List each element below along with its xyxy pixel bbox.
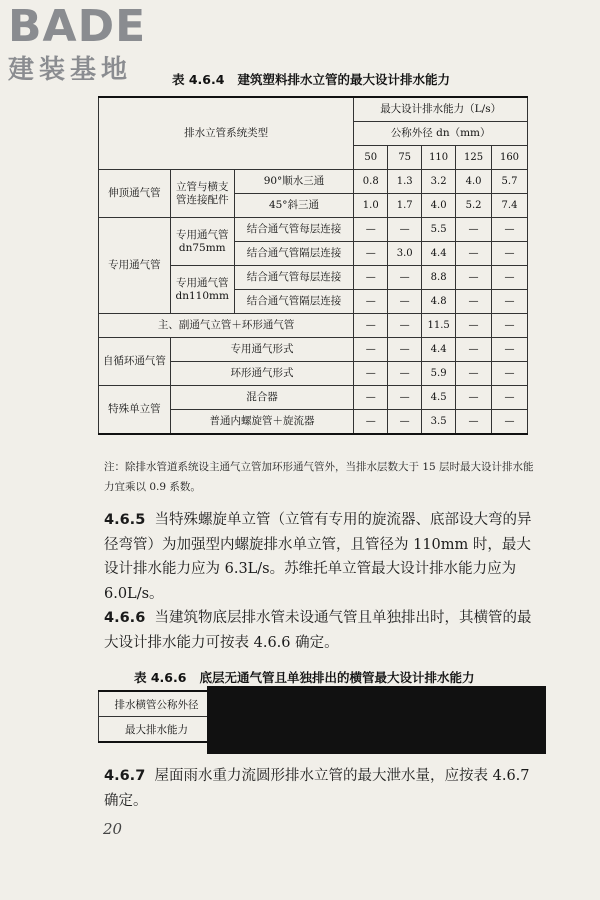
table1-caption xyxy=(172,70,450,88)
cell-value: — xyxy=(492,218,528,242)
clause-4-6-7 xyxy=(104,764,544,813)
row-label: 结合通气管每层连接 xyxy=(234,218,354,242)
cell-value: 4.4 xyxy=(422,242,456,266)
group-stack-vent: 伸顶通气管 xyxy=(99,170,171,218)
page-number: 20 xyxy=(103,820,123,838)
cell-value: — xyxy=(388,338,422,362)
cell-value: 4.5 xyxy=(422,386,456,410)
cell-value: — xyxy=(354,218,388,242)
row-label: 普通内螺旋管＋旋流器 xyxy=(170,410,354,435)
cell-value: 1.0 xyxy=(354,194,388,218)
cell-value: — xyxy=(456,218,492,242)
cell-value: — xyxy=(492,266,528,290)
cell-value: 3.0 xyxy=(388,242,422,266)
cell-value: 3.2 xyxy=(422,170,456,194)
row-label: 环形通气形式 xyxy=(170,362,354,386)
cell-value: 8.8 xyxy=(422,266,456,290)
clause-number: 4.6.6 xyxy=(104,610,146,626)
group-dedicated-vent-dn110: 专用通气管 dn110mm xyxy=(170,266,234,314)
diameter-110: 110 xyxy=(422,146,456,170)
cell-value: — xyxy=(354,242,388,266)
group-main-secondary-vent: 主、副通气立管＋环形通气管 xyxy=(99,314,354,338)
cell-value: 3.5 xyxy=(422,410,456,435)
clause-text: 当建筑物底层排水管未设通气管且单独排出时，其横管的最大设计排水能力可按表 4.6.6 确定。 xyxy=(104,610,532,651)
group-dedicated-vent: 专用通气管 xyxy=(99,218,171,314)
row-label: 结合通气管隔层连接 xyxy=(234,290,354,314)
table2-caption-number: 表 4.6.6 xyxy=(134,670,187,685)
group-dedicated-vent-dn75: 专用通气管 dn75mm xyxy=(170,218,234,266)
redaction-block xyxy=(207,686,546,754)
table2-caption-title: 底层无通气管且单独排出的横管最大设计排水能力 xyxy=(199,670,475,685)
row-label: 45°斜三通 xyxy=(234,194,354,218)
row-label: 混合器 xyxy=(170,386,354,410)
cell-value: — xyxy=(388,266,422,290)
cell-value: 4.8 xyxy=(422,290,456,314)
cell-value: 5.2 xyxy=(456,194,492,218)
diameter-75: 75 xyxy=(388,146,422,170)
cell-value: — xyxy=(492,386,528,410)
row-label: 90°顺水三通 xyxy=(234,170,354,194)
row-label: 结合通气管每层连接 xyxy=(234,266,354,290)
cell-value: — xyxy=(456,386,492,410)
diameter-50: 50 xyxy=(354,146,388,170)
brand-logo xyxy=(8,2,178,94)
diameter-160: 160 xyxy=(492,146,528,170)
cell-value: — xyxy=(456,242,492,266)
cell-value: 5.5 xyxy=(422,218,456,242)
cell-value: — xyxy=(354,290,388,314)
clause-4-6-6 xyxy=(104,606,544,655)
cell-value: — xyxy=(492,362,528,386)
clause-number: 4.6.7 xyxy=(104,768,146,784)
table1-caption-number: 表 4.6.4 xyxy=(172,72,225,87)
cell-value: 5.7 xyxy=(492,170,528,194)
group-stack-vent-fitting: 立管与横支管连接配件 xyxy=(170,170,234,218)
clause-number: 4.6.5 xyxy=(104,512,146,528)
cell-value: — xyxy=(388,362,422,386)
cell-value: 5.9 xyxy=(422,362,456,386)
cell-value: — xyxy=(388,410,422,435)
table-4-6-4 xyxy=(98,96,528,435)
cell-value: — xyxy=(456,266,492,290)
table1-caption-title: 建筑塑料排水立管的最大设计排水能力 xyxy=(237,72,451,87)
cell-value: 0.8 xyxy=(354,170,388,194)
cell-value: 4.0 xyxy=(456,170,492,194)
cell-value: 4.0 xyxy=(422,194,456,218)
cell-value: — xyxy=(492,314,528,338)
logo-subtitle: 建装基地 xyxy=(8,55,133,85)
cell-value: 1.7 xyxy=(388,194,422,218)
group-special-single-stack: 特殊单立管 xyxy=(99,386,171,435)
cell-value: — xyxy=(354,266,388,290)
table1-note: 注：除排水管道系统设主通气立管加环形通气管外，当排水层数大于 15 层时最大设计排水能力宜乘以 0.9 系数。 xyxy=(104,461,534,493)
cell-value: — xyxy=(388,218,422,242)
header-max-capacity: 最大设计排水能力（L/s） xyxy=(354,97,528,122)
cell-value: — xyxy=(388,314,422,338)
clause-4-6-5 xyxy=(104,508,544,606)
cell-value: — xyxy=(456,314,492,338)
row-label: 专用通气形式 xyxy=(170,338,354,362)
table2-caption xyxy=(134,668,475,686)
cell-value: — xyxy=(456,362,492,386)
cell-value: — xyxy=(354,314,388,338)
cell-value: — xyxy=(456,338,492,362)
cell-value: — xyxy=(354,338,388,362)
cell-value: — xyxy=(388,290,422,314)
cell-value: 7.4 xyxy=(492,194,528,218)
clause-text: 当特殊螺旋单立管（立管有专用的旋流器、底部设大弯的异径弯管）为加强型内螺旋排水单立管，且管径为 110mm 时，最大设计排水能力应为 6.3L/s。苏维托单立管最大设计排水能力应为 6.0L/s。 xyxy=(104,512,532,602)
cell-value: 4.4 xyxy=(422,338,456,362)
clause-text: 屋面雨水重力流圆形排水立管的最大泄水量，应按表 4.6.7 确定。 xyxy=(104,768,530,809)
cell-value: — xyxy=(492,290,528,314)
header-nominal-diameter: 公称外径 dn（mm） xyxy=(354,122,528,146)
logo-brand-text: BADE xyxy=(8,1,147,52)
header-system-type: 排水立管系统类型 xyxy=(99,97,354,170)
group-self-circulating-vent: 自循环通气管 xyxy=(99,338,171,386)
cell-value: — xyxy=(388,386,422,410)
table2-row-diameter-label: 排水横管公称外径 xyxy=(99,691,215,717)
table2-row-capacity-label: 最大排水能力 xyxy=(99,717,215,743)
cell-value: — xyxy=(492,410,528,435)
cell-value: — xyxy=(492,242,528,266)
cell-value: — xyxy=(456,410,492,435)
cell-value: 11.5 xyxy=(422,314,456,338)
cell-value: — xyxy=(354,386,388,410)
cell-value: — xyxy=(456,290,492,314)
diameter-125: 125 xyxy=(456,146,492,170)
row-label: 结合通气管隔层连接 xyxy=(234,242,354,266)
cell-value: — xyxy=(492,338,528,362)
cell-value: 1.3 xyxy=(388,170,422,194)
cell-value: — xyxy=(354,362,388,386)
cell-value: — xyxy=(354,410,388,435)
